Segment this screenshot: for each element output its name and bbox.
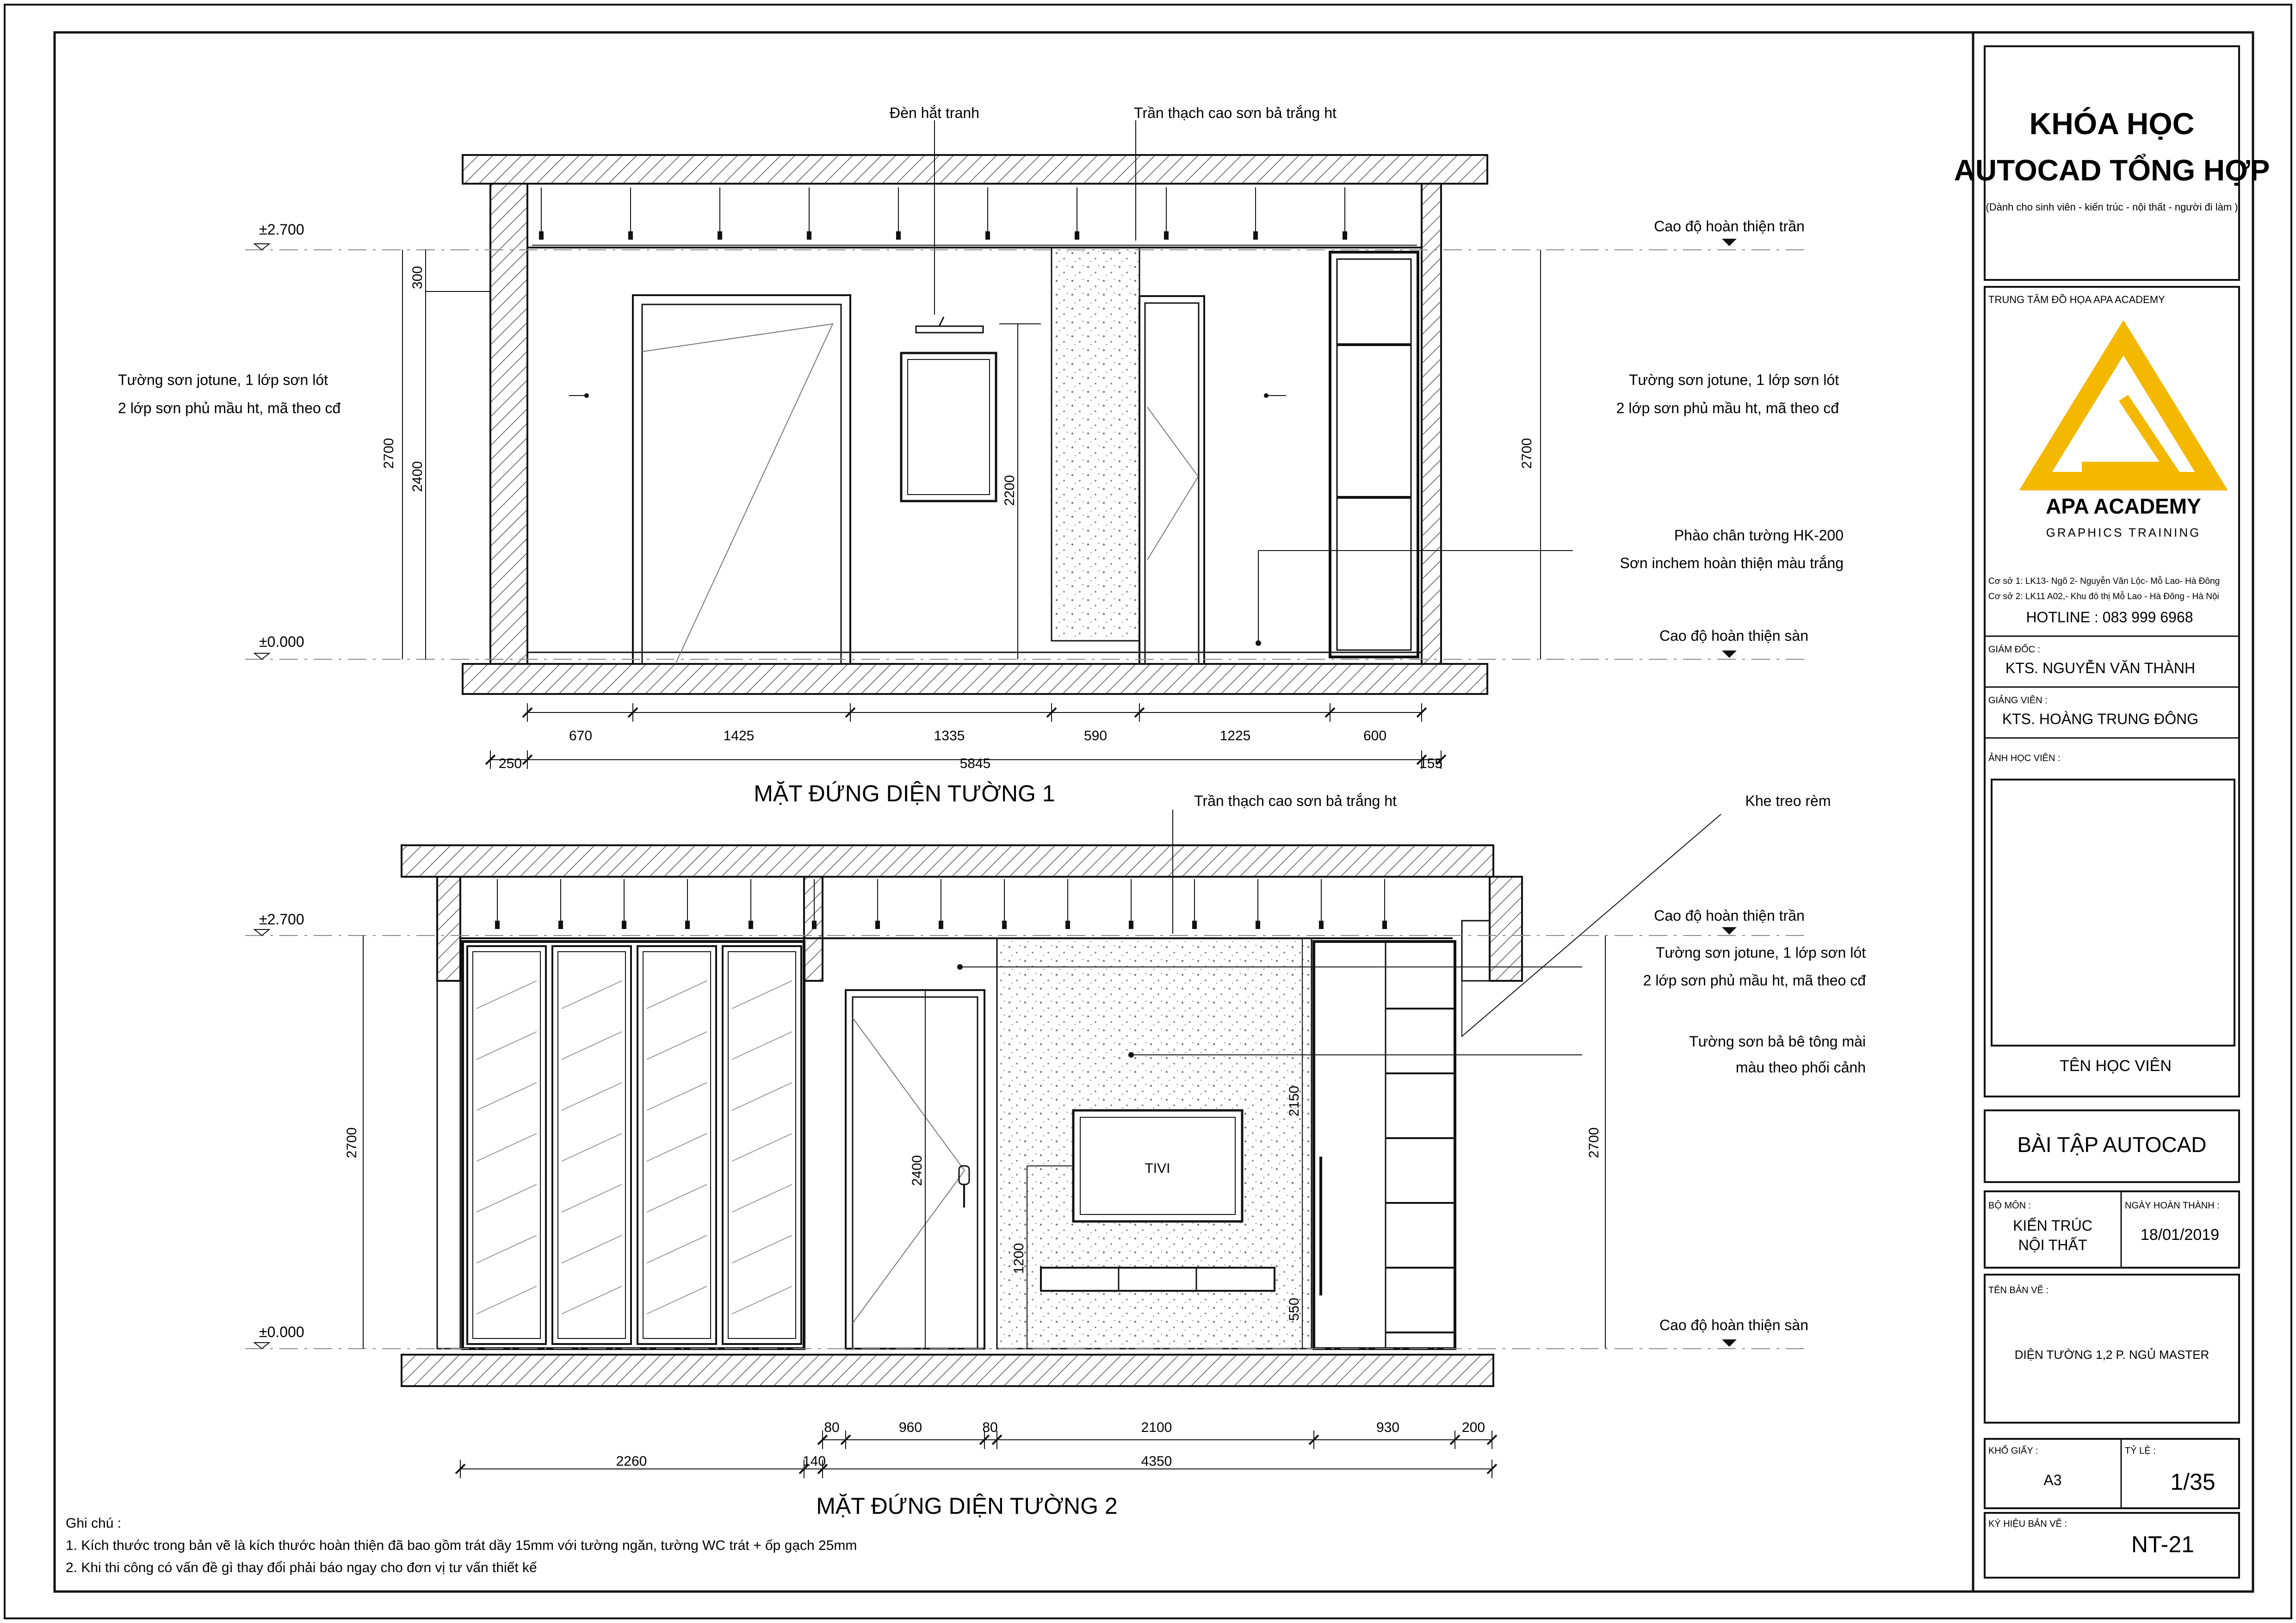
tv-cabinet	[1041, 1268, 1275, 1291]
e2-level-bottom: ±0.000	[259, 1324, 304, 1340]
e1-ceiling-label: Trần thạch cao sơn bả trắng ht	[1134, 105, 1337, 121]
e1-concrete-panel	[1052, 248, 1139, 641]
level-marker-icon	[1722, 650, 1737, 658]
e2-curtain-label: Khe treo rèm	[1745, 793, 1831, 809]
e1-wall-paint-left-2: 2 lớp sơn phủ mầu ht, mã theo cđ	[118, 400, 341, 416]
paper-size-label: KHỔ GIẤY :	[1988, 1446, 2038, 1456]
e1-dim-1425: 1425	[723, 728, 755, 743]
date-label: NGÀY HOÀN THÀNH :	[2125, 1201, 2220, 1211]
e1-shelf-unit	[1330, 252, 1418, 657]
e2-concrete-label-1: Tường sơn bả bê tông mài	[1689, 1033, 1866, 1050]
notes	[66, 1516, 857, 1575]
e1-lamp-label: Đèn hắt tranh	[890, 105, 979, 121]
e1-ceiling-hangers	[539, 187, 1347, 240]
e2-wall-paint-1: Tường sơn jotune, 1 lớp sơn lót	[1655, 944, 1866, 961]
e1-title: MẶT ĐỨNG DIỆN TƯỜNG 1	[754, 781, 1055, 806]
e2-dim-2700-left: 2700	[344, 1127, 359, 1158]
address-1: Cơ sở 1: LK13- Ngõ 2- Nguyễn Văn Lộc- Mỗ Lao- Hà Đông	[1988, 576, 2220, 586]
notes-heading: Ghi chú :	[66, 1516, 122, 1531]
elevation-1	[118, 105, 1844, 806]
level-marker-icon	[254, 1343, 269, 1349]
drawing-code: NT-21	[2131, 1531, 2195, 1557]
e1-dim-1225: 1225	[1219, 728, 1251, 743]
brand-name: APA ACADEMY	[2046, 494, 2201, 518]
e2-dim-960: 960	[898, 1420, 922, 1435]
e2-dim-1200: 1200	[1011, 1243, 1027, 1274]
door-handle-icon[interactable]	[959, 1166, 969, 1184]
title-block	[1954, 32, 2270, 1592]
e1-dim-2200: 2200	[1002, 475, 1017, 506]
e1-ceiling-finish: Cao độ hoàn thiện trần	[1654, 218, 1805, 235]
course-subtitle: (Dành cho sinh viên - kiến trúc - nội thất - người đi làm )	[1986, 201, 2238, 213]
notes-line-1: 1. Kích thước trong bản vẽ là kích thước hoàn thiện đã bao gồm trát dầy 15mm với tường ngăn, tường WC trát + ốp gạch 25mm	[66, 1538, 857, 1553]
apa-logo-icon	[2036, 338, 2211, 481]
e2-wardrobe	[463, 942, 804, 1349]
drawing-code-label: KÝ HIỆU BẢN VẼ :	[1988, 1519, 2067, 1529]
e2-dim-80b: 80	[982, 1420, 998, 1435]
e2-floor-slab	[402, 1355, 1493, 1386]
elevation-2	[245, 793, 1866, 1519]
e2-dim-930: 930	[1376, 1420, 1400, 1435]
e1-right-wall	[1422, 184, 1441, 664]
photo-label: ẢNH HỌC VIÊN :	[1988, 753, 2061, 763]
e2-dim-2260: 2260	[616, 1454, 647, 1469]
e2-dim-140: 140	[802, 1454, 826, 1469]
e1-door-right	[1139, 296, 1204, 664]
curtain-slot-icon[interactable]	[1462, 921, 1490, 981]
e1-dim-600: 600	[1363, 728, 1387, 743]
e1-floor-slab	[463, 664, 1487, 694]
e1-dim-2700-right: 2700	[1519, 438, 1535, 469]
level-marker-icon	[1722, 239, 1737, 246]
course-title-line2: AUTOCAD TỔNG HỢP	[1954, 154, 2270, 187]
level-marker-icon	[254, 929, 269, 935]
drawing-name: DIỆN TƯỜNG 1,2 P. NGỦ MASTER	[2014, 1348, 2209, 1362]
brand-subtitle: GRAPHICS TRAINING	[2046, 526, 2201, 539]
completion-date: 18/01/2019	[2140, 1226, 2220, 1244]
e1-wall-paint-left-1: Tường sơn jotune, 1 lớp sơn lót	[118, 372, 328, 388]
tv-label: TIVI	[1145, 1161, 1170, 1176]
department-line1: KIẾN TRÚC	[2013, 1217, 2092, 1234]
e2-dim-2700-right: 2700	[1586, 1127, 1602, 1158]
address-2: Cơ sở 2: LK11 A02,- Khu đô thị Mỗ Lao - Hà Đông - Hà Nội	[1988, 592, 2219, 601]
exercise-title: BÀI TẬP AUTOCAD	[2017, 1133, 2207, 1157]
e1-level-bottom: ±0.000	[259, 633, 304, 650]
drawing-name-label: TÊN BẢN VẼ :	[1988, 1285, 2049, 1295]
paper-size: A3	[2043, 1472, 2062, 1488]
e2-dim-2400: 2400	[910, 1155, 925, 1186]
course-title-line1: KHÓA HỌC	[2029, 106, 2195, 141]
level-marker-icon	[1722, 927, 1737, 935]
lecturer-name: KTS. HOÀNG TRUNG ĐÔNG	[2002, 711, 2199, 727]
e2-dim-2150: 2150	[1287, 1085, 1302, 1117]
e2-title: MẶT ĐỨNG DIỆN TƯỜNG 2	[816, 1493, 1118, 1519]
e1-dim-5845: 5845	[959, 756, 991, 771]
e1-door-left	[633, 295, 850, 664]
e2-wall-paint-2: 2 lớp sơn phủ mầu ht, mã theo cđ	[1643, 972, 1866, 989]
student-photo-box	[1992, 780, 2234, 1046]
e2-dimension-ticks	[456, 1431, 1497, 1478]
e1-dim-590: 590	[1083, 728, 1108, 743]
e1-level-top: ±2.700	[259, 221, 304, 238]
director-name: KTS. NGUYỄN VĂN THÀNH	[2005, 660, 2196, 676]
center-name: TRUNG TÂM ĐỒ HỌA APA ACADEMY	[1988, 294, 2165, 305]
lecturer-label: GIẢNG VIÊN :	[1988, 695, 2048, 706]
e2-right-wardrobe	[1314, 942, 1455, 1349]
department-label: BỘ MÔN :	[1988, 1201, 2031, 1211]
e1-wall-paint-right-2: 2 lớp sơn phủ mầu ht, mã theo cđ	[1616, 400, 1839, 416]
scale-value: 1/35	[2170, 1469, 2216, 1495]
director-label: GIÁM ĐỐC :	[1988, 644, 2041, 655]
e1-dim-2400: 2400	[410, 461, 425, 492]
level-marker-icon	[254, 653, 269, 659]
picture-lamp-icon	[916, 326, 983, 333]
level-marker-icon	[254, 244, 269, 250]
e1-dim-2700-left: 2700	[381, 438, 396, 469]
e1-dim-1335: 1335	[934, 728, 965, 743]
e2-dim-200: 200	[1461, 1420, 1485, 1435]
e2-concrete-label-2: màu theo phối cảnh	[1735, 1059, 1866, 1076]
e2-level-top: ±2.700	[259, 911, 304, 928]
department-line2: NỘI THẤT	[2018, 1237, 2087, 1253]
student-name: TÊN HỌC VIÊN	[2060, 1057, 2172, 1075]
e1-dim-300: 300	[410, 266, 425, 290]
e2-ceiling-finish: Cao độ hoàn thiện trần	[1654, 907, 1805, 924]
e2-ceiling-label: Trần thạch cao sơn bả trắng ht	[1194, 793, 1397, 809]
e2-ceiling-slab	[402, 845, 1493, 877]
e1-dim-670: 670	[569, 728, 593, 743]
e1-dim-155: 155	[1419, 756, 1443, 771]
e1-skirting-label-2: Sơn inchem hoàn thiện màu trắng	[1620, 555, 1844, 571]
level-marker-icon	[1722, 1339, 1737, 1347]
hotline: HOTLINE : 083 999 6968	[2026, 609, 2193, 626]
e1-skirting-label-1: Phào chân tường HK-200	[1674, 527, 1844, 544]
e1-floor-finish: Cao độ hoàn thiện sàn	[1659, 627, 1809, 644]
e2-dim-550: 550	[1287, 1297, 1302, 1321]
scale-label: TỶ LỆ :	[2125, 1446, 2156, 1456]
e1-dim-250: 250	[498, 756, 522, 771]
e2-dim-4350: 4350	[1141, 1454, 1172, 1469]
e1-left-wall	[490, 184, 527, 664]
e1-picture-frame	[901, 353, 996, 501]
e1-ceiling-slab	[463, 155, 1487, 184]
e2-dim-2100: 2100	[1141, 1420, 1172, 1435]
notes-line-2: 2. Khi thi công có vấn đề gì thay đổi phải báo ngay cho đơn vị tư vấn thiết kế	[66, 1560, 537, 1575]
e2-dim-80a: 80	[824, 1420, 840, 1435]
e2-ceiling-hangers	[495, 879, 1387, 929]
e2-floor-finish: Cao độ hoàn thiện sàn	[1659, 1317, 1809, 1333]
e1-wall-paint-right-1: Tường sơn jotune, 1 lớp sơn lót	[1628, 372, 1839, 388]
